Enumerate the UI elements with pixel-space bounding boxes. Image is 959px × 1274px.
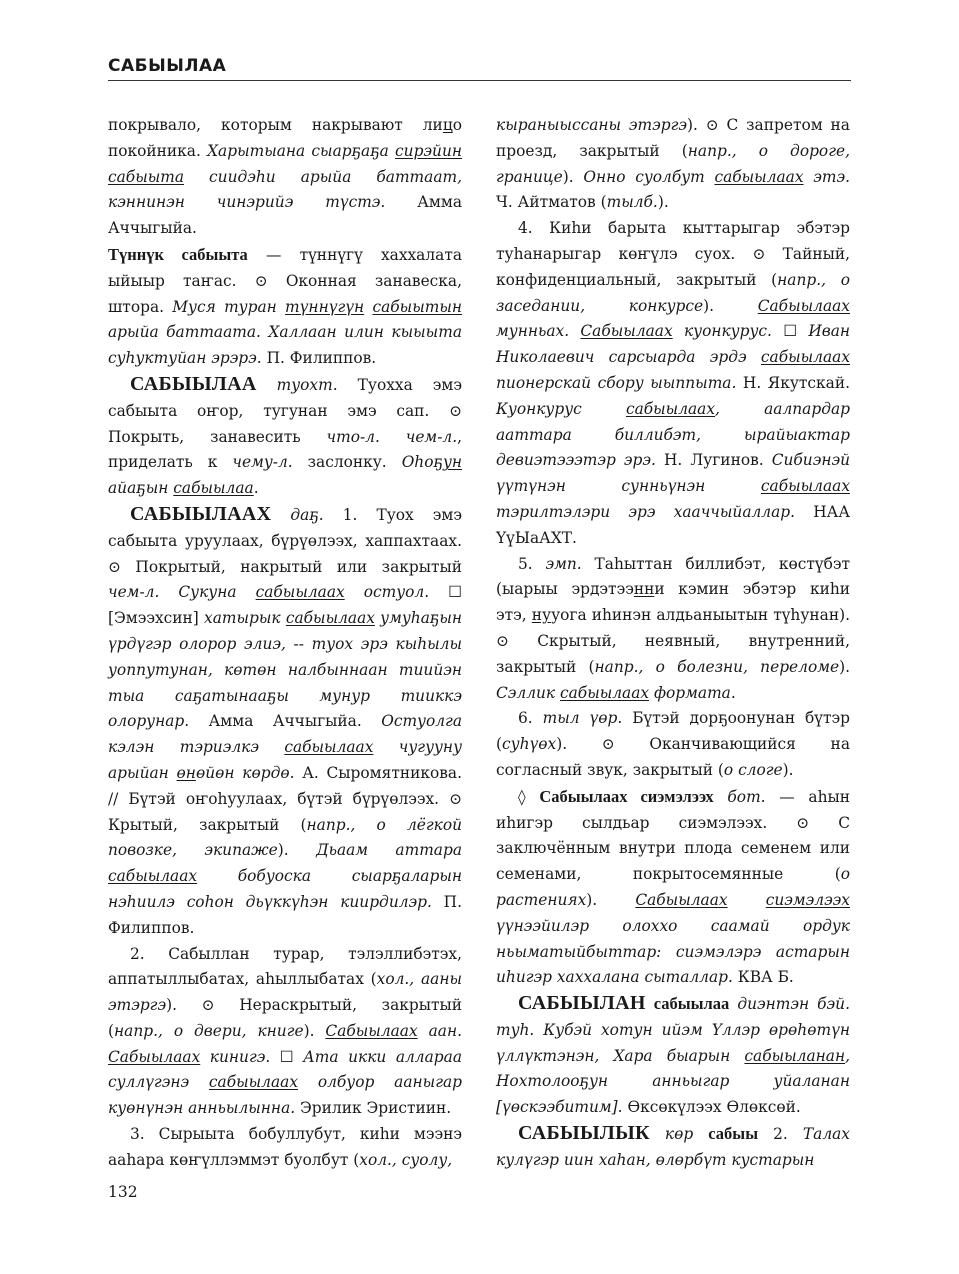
left-column [108, 113, 462, 1174]
entry-sabyylyk: САБЫЫЛЫК көр сабыы 2. Талах кулүгэр иин хаһан, өлөрбүт кустарын [496, 1122, 850, 1169]
headword: САБЫЫЛАН [518, 992, 646, 1015]
headword: САБЫЫЛАА [130, 372, 257, 395]
phrase-sabyylaah-siemeleeh: ◊ Сабыылаах сиэмэлээх бот. — аһын иһигэр сылдьар сиэмэлээх. ⊙ С заключённым внутри плода семенем или семенами, покрытосемянные (о растениях). Сабыылаах сиэмэлээх үүнээйилэр олоххо саамай ордук ньыматыйбыттар: сиэмэлэрэ астарын иһигэр хаххалана сыталлар. КВА Б. [496, 786, 850, 987]
entry-sabyylaah: САБЫЫЛААХ даҕ. 1. Туох эмэ сабыыта уруулаах, бүрүөлээх, хаппахтаах. ⊙ Покрытый, накрытый или закрытый чем-л. Сукуна сабыылаах остуол. ☐ [Эмээхсин] хатырык сабыылаах умуһаҕын үрдүгэр олорор элиэ, -- туох эрэ кыһылы уоппутунан, көтөн налбыннаан тиийэн тыа саҕатынааҕы мунур тииккэ олорунар. Амма Аччыгыйа. Остуолга кэлэн тэриэлкэ сабыылаах чугууну арыйан өнөйөн көрдө. А. Сыромятникова. // Бүтэй оҥоһуулаах, бүтэй бүрүөлээх. ⊙ Крытый, закрытый (напр., о лёгкой повозке, экипаже). Дьаам аттара сабыылаах бобуоска сыарҕаларын нэһиилэ соһон дьүккүһэн киирдилэр. П. Филиппов. [108, 502, 463, 937]
running-head: САБЫЫЛАА [108, 56, 227, 76]
headword: САБЫЫЛААХ [130, 502, 272, 525]
sense-6: 6. тыл үөр. Бүтэй дорҕоонунан бүтэр (суһүөх). ⊙ Оканчивающийся на согласный звук, закрытый (о слоге). [496, 709, 850, 779]
sense-3: 3. Сырыыта бобуллубут, киһи мээнэ ааһара көҥүллэммэт буолбут (хол., суолу, [108, 1125, 462, 1169]
sense-3-continuation: кыраныыссаны этэргэ). ⊙ С запретом на проезд, закрытый (напр., о дороге, границе). Онно суолбут сабыылаах этэ. Ч. Айтматов (тылб.). [496, 116, 850, 212]
sense-2: 2. Сабыллан турар, тэлэллибэтэх, аппатыллыбатах, аһыллыбатах (хол., ааны этэргэ). ⊙ Нераскрытый, закрытый (напр., о двери, книге). Сабыылаах аан. Сабыылаах кинигэ. ☐ Ата икки аллараа суллүгэнэ сабыылаах олбуор ааныгар куөнүнэн анньылынна. Эрилик Эристиин. [108, 944, 462, 1118]
entry-sabyylaa: САБЫЫЛАА туохт. Туохха эмэ сабыыта оҥор, тугунан эмэ сап. ⊙ Покрыть, занавесить что-л. чем-л., приделать к чему-л. заслонку. Оһоҕун айаҕын сабыылаа. [108, 372, 463, 498]
page-number: 132 [108, 1183, 138, 1201]
entry-continuation: покрывало, которым накрывают лицо покойника. Харытыана сыарҕаҕа сирэйин сабыыта сиидэһи арыйа баттаат, кэннинэн чинэрийэ түстэ. Амма Аччыгыйа. [108, 116, 462, 238]
headword: САБЫЫЛЫК [518, 1122, 650, 1145]
entry-sabyylan: САБЫЫЛАН сабыылаа диэнтэн бэй. туһ. Кубэй хотун ийэм Үллэр өрөһөтүн үллүктэнэн, Хара быарын сабыыланан, Нохтолооҕун анньыгар уйаланан [үөскээбитим]. Өксөкүлээх Өлөксөй. [496, 992, 850, 1117]
sense-4: 4. Киһи барыта кыттарыгар эбэтэр туһанарыгар көҥүлэ суох. ⊙ Тайный, конфиденциальный, закрытый (напр., о заседании, конкурсе). Сабыылаах мунньах. Сабыылаах куонкурус. ☐ Иван Николаевич сарсыарда эрдэ сабыылаах пионерскай сбору ыыппыта. Н. Якутскай. Куонкурус сабыылаах, аалпардар ааттара биллибэт, ырайыактар девиэтэээтэр эрэ. Н. Лугинов. Сибиэнэй үүтүнэн сунньүнэн сабыылаах тэрилтэлэри эрэ хааччыйаллар. НАА ҮүЫаАХТ. [496, 219, 851, 547]
sub-entry-tunnuk-sabyyta: Түннүк сабыыта — түннүгү хаххалата ыйыыр таҥас. ⊙ Оконная занавеска, штора. Муся туран түннүгүн сабыытын арыйа баттаата. Халлаан илин кыыыта суһуктуйан эрэрэ. П. Филиппов. [108, 244, 463, 368]
sense-5: 5. эмп. Таһыттан биллибэт, көстүбэт (ыарыы эрдэтээнни кэмин эбэтэр киһи этэ, нууога иһинэн алдьаныытын түһунан). ⊙ Скрытый, неявный, внутренний, закрытый (напр., о болезни, переломе). Сэллик сабыылаах формата. [496, 554, 850, 702]
right-column [496, 113, 850, 1174]
header-rule [108, 80, 851, 81]
